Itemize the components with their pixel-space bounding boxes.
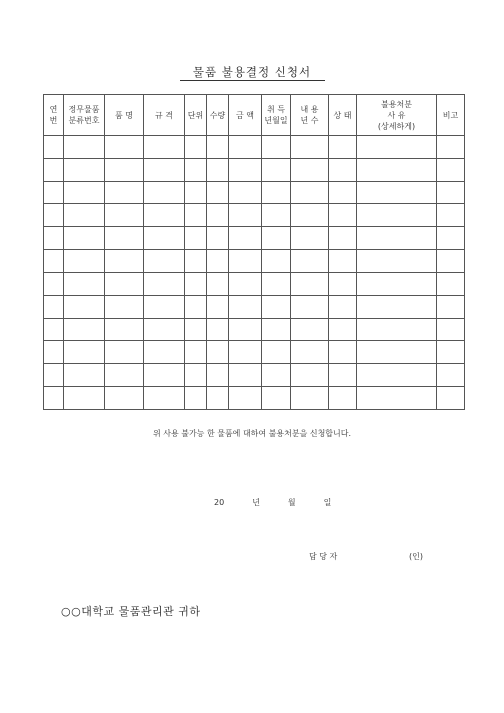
table-cell[interactable] bbox=[105, 204, 144, 227]
table-cell[interactable] bbox=[357, 318, 437, 341]
table-cell[interactable] bbox=[357, 341, 437, 364]
table-cell[interactable] bbox=[437, 158, 465, 181]
table-cell[interactable] bbox=[44, 204, 64, 227]
table-row bbox=[44, 341, 465, 364]
table-cell[interactable] bbox=[329, 250, 357, 273]
table-cell[interactable] bbox=[329, 364, 357, 387]
table-cell[interactable] bbox=[229, 272, 262, 295]
table-cell[interactable] bbox=[105, 318, 144, 341]
table-cell[interactable] bbox=[229, 227, 262, 250]
table-cell[interactable] bbox=[207, 295, 229, 318]
table-cell[interactable] bbox=[437, 227, 465, 250]
table-cell[interactable] bbox=[262, 341, 291, 364]
table-cell[interactable] bbox=[229, 318, 262, 341]
table-cell[interactable] bbox=[105, 387, 144, 410]
table-cell[interactable] bbox=[207, 341, 229, 364]
page-title: 물품 불용결정 신청서 bbox=[192, 65, 312, 79]
table-cell[interactable] bbox=[262, 364, 291, 387]
table-row bbox=[44, 204, 465, 227]
table-cell[interactable] bbox=[262, 272, 291, 295]
table-cell[interactable] bbox=[291, 341, 329, 364]
date-year-prefix: 20 bbox=[214, 498, 225, 507]
table-row bbox=[44, 250, 465, 273]
table-cell[interactable] bbox=[185, 387, 207, 410]
table-cell[interactable] bbox=[291, 250, 329, 273]
table-cell[interactable] bbox=[185, 204, 207, 227]
table-cell[interactable] bbox=[144, 387, 185, 410]
table-cell[interactable] bbox=[207, 364, 229, 387]
header-serial-number: 연 번 bbox=[44, 95, 64, 136]
table-cell[interactable] bbox=[44, 181, 64, 204]
table-cell[interactable] bbox=[291, 318, 329, 341]
table-cell[interactable] bbox=[144, 181, 185, 204]
table-cell[interactable] bbox=[329, 181, 357, 204]
table-cell[interactable] bbox=[262, 318, 291, 341]
table-cell[interactable] bbox=[64, 272, 105, 295]
table-cell[interactable] bbox=[144, 272, 185, 295]
table-cell[interactable] bbox=[185, 158, 207, 181]
table-cell[interactable] bbox=[291, 364, 329, 387]
table-cell[interactable] bbox=[44, 227, 64, 250]
table-cell[interactable] bbox=[437, 364, 465, 387]
header-acquisition-date: 취 득 년월일 bbox=[262, 95, 291, 136]
table-cell[interactable] bbox=[437, 136, 465, 159]
table-cell[interactable] bbox=[105, 136, 144, 159]
table-cell[interactable] bbox=[44, 364, 64, 387]
recipient-line: ○○대학교 물품관리관 귀하 bbox=[61, 605, 201, 618]
table-cell[interactable] bbox=[207, 227, 229, 250]
table-cell[interactable] bbox=[144, 136, 185, 159]
table-cell[interactable] bbox=[437, 295, 465, 318]
table-cell[interactable] bbox=[291, 204, 329, 227]
table-cell[interactable] bbox=[291, 272, 329, 295]
manager-label: 담 당 자 bbox=[309, 552, 338, 561]
table-cell[interactable] bbox=[185, 341, 207, 364]
table-cell[interactable] bbox=[207, 272, 229, 295]
header-remarks: 비고 bbox=[437, 95, 465, 136]
table-cell[interactable] bbox=[207, 158, 229, 181]
table-cell[interactable] bbox=[185, 364, 207, 387]
table-row bbox=[44, 227, 465, 250]
table-cell[interactable] bbox=[357, 158, 437, 181]
table-cell[interactable] bbox=[291, 158, 329, 181]
table-cell[interactable] bbox=[291, 295, 329, 318]
table-cell[interactable] bbox=[44, 136, 64, 159]
table-cell[interactable] bbox=[64, 250, 105, 273]
table-cell[interactable] bbox=[185, 318, 207, 341]
table-cell[interactable] bbox=[64, 204, 105, 227]
table-row bbox=[44, 364, 465, 387]
table-cell[interactable] bbox=[105, 227, 144, 250]
table-cell[interactable] bbox=[329, 318, 357, 341]
table-cell[interactable] bbox=[207, 387, 229, 410]
table-cell[interactable] bbox=[229, 341, 262, 364]
table-cell[interactable] bbox=[144, 250, 185, 273]
table-cell[interactable] bbox=[357, 295, 437, 318]
table-cell[interactable] bbox=[291, 136, 329, 159]
table-cell[interactable] bbox=[105, 341, 144, 364]
table-cell[interactable] bbox=[357, 136, 437, 159]
table-cell[interactable] bbox=[229, 204, 262, 227]
table-cell[interactable] bbox=[64, 158, 105, 181]
header-classification-number: 정무물품 분류번호 bbox=[64, 95, 105, 136]
table-row bbox=[44, 295, 465, 318]
table-cell[interactable] bbox=[329, 387, 357, 410]
table-cell[interactable] bbox=[262, 227, 291, 250]
table-cell[interactable] bbox=[291, 227, 329, 250]
table-cell[interactable] bbox=[105, 181, 144, 204]
table-header-row bbox=[44, 95, 465, 136]
table-cell[interactable] bbox=[144, 227, 185, 250]
header-quantity: 수량 bbox=[207, 95, 229, 136]
table-row bbox=[44, 136, 465, 159]
table-cell[interactable] bbox=[357, 364, 437, 387]
table-cell[interactable] bbox=[207, 181, 229, 204]
table-cell[interactable] bbox=[144, 318, 185, 341]
table-cell[interactable] bbox=[291, 181, 329, 204]
table-cell[interactable] bbox=[262, 295, 291, 318]
table-cell[interactable] bbox=[185, 272, 207, 295]
table-cell[interactable] bbox=[437, 387, 465, 410]
table-cell[interactable] bbox=[329, 272, 357, 295]
table-cell[interactable] bbox=[437, 341, 465, 364]
date-day-unit: 일 bbox=[323, 498, 332, 507]
table-cell[interactable] bbox=[229, 250, 262, 273]
table-cell[interactable] bbox=[329, 136, 357, 159]
table-cell[interactable] bbox=[357, 387, 437, 410]
disposal-request-table bbox=[43, 94, 465, 410]
table-cell[interactable] bbox=[64, 318, 105, 341]
date-month-unit: 월 bbox=[287, 498, 296, 507]
table-cell[interactable] bbox=[64, 295, 105, 318]
table-cell[interactable] bbox=[262, 387, 291, 410]
table-cell[interactable] bbox=[185, 181, 207, 204]
table-cell[interactable] bbox=[329, 295, 357, 318]
table-cell[interactable] bbox=[44, 272, 64, 295]
table-cell[interactable] bbox=[262, 158, 291, 181]
table-body bbox=[44, 136, 465, 410]
table-cell[interactable] bbox=[44, 158, 64, 181]
table-cell[interactable] bbox=[144, 204, 185, 227]
application-statement: 위 사용 불가능 한 물품에 대하여 불용처분을 신청합니다. bbox=[152, 429, 352, 438]
table-cell[interactable] bbox=[357, 204, 437, 227]
table-cell[interactable] bbox=[262, 204, 291, 227]
table-cell[interactable] bbox=[229, 364, 262, 387]
table-cell[interactable] bbox=[207, 318, 229, 341]
header-unit: 단위 bbox=[185, 95, 207, 136]
title-underline bbox=[180, 80, 325, 81]
table-cell[interactable] bbox=[437, 204, 465, 227]
table-cell[interactable] bbox=[357, 250, 437, 273]
table-cell[interactable] bbox=[229, 158, 262, 181]
date-line bbox=[214, 497, 359, 508]
table-row bbox=[44, 272, 465, 295]
table-cell[interactable] bbox=[144, 364, 185, 387]
table-row bbox=[44, 318, 465, 341]
table-cell[interactable] bbox=[105, 272, 144, 295]
header-disposal-reason: 불용처분 사 유 (상세하게) bbox=[357, 95, 437, 136]
table-cell[interactable] bbox=[185, 295, 207, 318]
header-service-life: 내 용 년 수 bbox=[291, 95, 329, 136]
table-row bbox=[44, 387, 465, 410]
table-cell[interactable] bbox=[144, 158, 185, 181]
table-cell[interactable] bbox=[329, 204, 357, 227]
table-cell[interactable] bbox=[262, 181, 291, 204]
table-cell[interactable] bbox=[291, 387, 329, 410]
table-cell[interactable] bbox=[144, 341, 185, 364]
date-year-unit: 년 bbox=[252, 498, 260, 507]
table-cell[interactable] bbox=[437, 272, 465, 295]
table-cell[interactable] bbox=[437, 181, 465, 204]
table-cell[interactable] bbox=[105, 295, 144, 318]
table-cell[interactable] bbox=[229, 387, 262, 410]
seal-label: (인) bbox=[409, 552, 423, 561]
table-cell[interactable] bbox=[329, 158, 357, 181]
table-row bbox=[44, 181, 465, 204]
header-amount: 금 액 bbox=[229, 95, 262, 136]
table-cell[interactable] bbox=[105, 158, 144, 181]
table-cell[interactable] bbox=[437, 318, 465, 341]
table-cell[interactable] bbox=[64, 136, 105, 159]
table-cell[interactable] bbox=[329, 227, 357, 250]
table-cell[interactable] bbox=[229, 295, 262, 318]
table-cell[interactable] bbox=[64, 387, 105, 410]
table-cell[interactable] bbox=[44, 295, 64, 318]
table-cell[interactable] bbox=[229, 181, 262, 204]
table-row bbox=[44, 158, 465, 181]
table-cell[interactable] bbox=[207, 250, 229, 273]
table-cell[interactable] bbox=[64, 181, 105, 204]
table-cell[interactable] bbox=[262, 250, 291, 273]
table-cell[interactable] bbox=[64, 364, 105, 387]
table-cell[interactable] bbox=[44, 318, 64, 341]
table-cell[interactable] bbox=[357, 181, 437, 204]
table-cell[interactable] bbox=[105, 250, 144, 273]
table-cell[interactable] bbox=[105, 364, 144, 387]
table-cell[interactable] bbox=[229, 136, 262, 159]
table-cell[interactable] bbox=[207, 204, 229, 227]
table-cell[interactable] bbox=[357, 227, 437, 250]
header-specification: 규 격 bbox=[144, 95, 185, 136]
table-cell[interactable] bbox=[44, 250, 64, 273]
table-cell[interactable] bbox=[437, 250, 465, 273]
table-cell[interactable] bbox=[185, 227, 207, 250]
table-cell[interactable] bbox=[64, 341, 105, 364]
header-condition: 상 태 bbox=[329, 95, 357, 136]
table-cell[interactable] bbox=[262, 136, 291, 159]
header-item-name: 품 명 bbox=[105, 95, 144, 136]
table-cell[interactable] bbox=[185, 136, 207, 159]
table-cell[interactable] bbox=[44, 387, 64, 410]
table-cell[interactable] bbox=[185, 250, 207, 273]
table-cell[interactable] bbox=[207, 136, 229, 159]
table-cell[interactable] bbox=[144, 295, 185, 318]
table-cell[interactable] bbox=[64, 227, 105, 250]
table-cell[interactable] bbox=[329, 341, 357, 364]
table-cell[interactable] bbox=[44, 341, 64, 364]
table-cell[interactable] bbox=[357, 272, 437, 295]
